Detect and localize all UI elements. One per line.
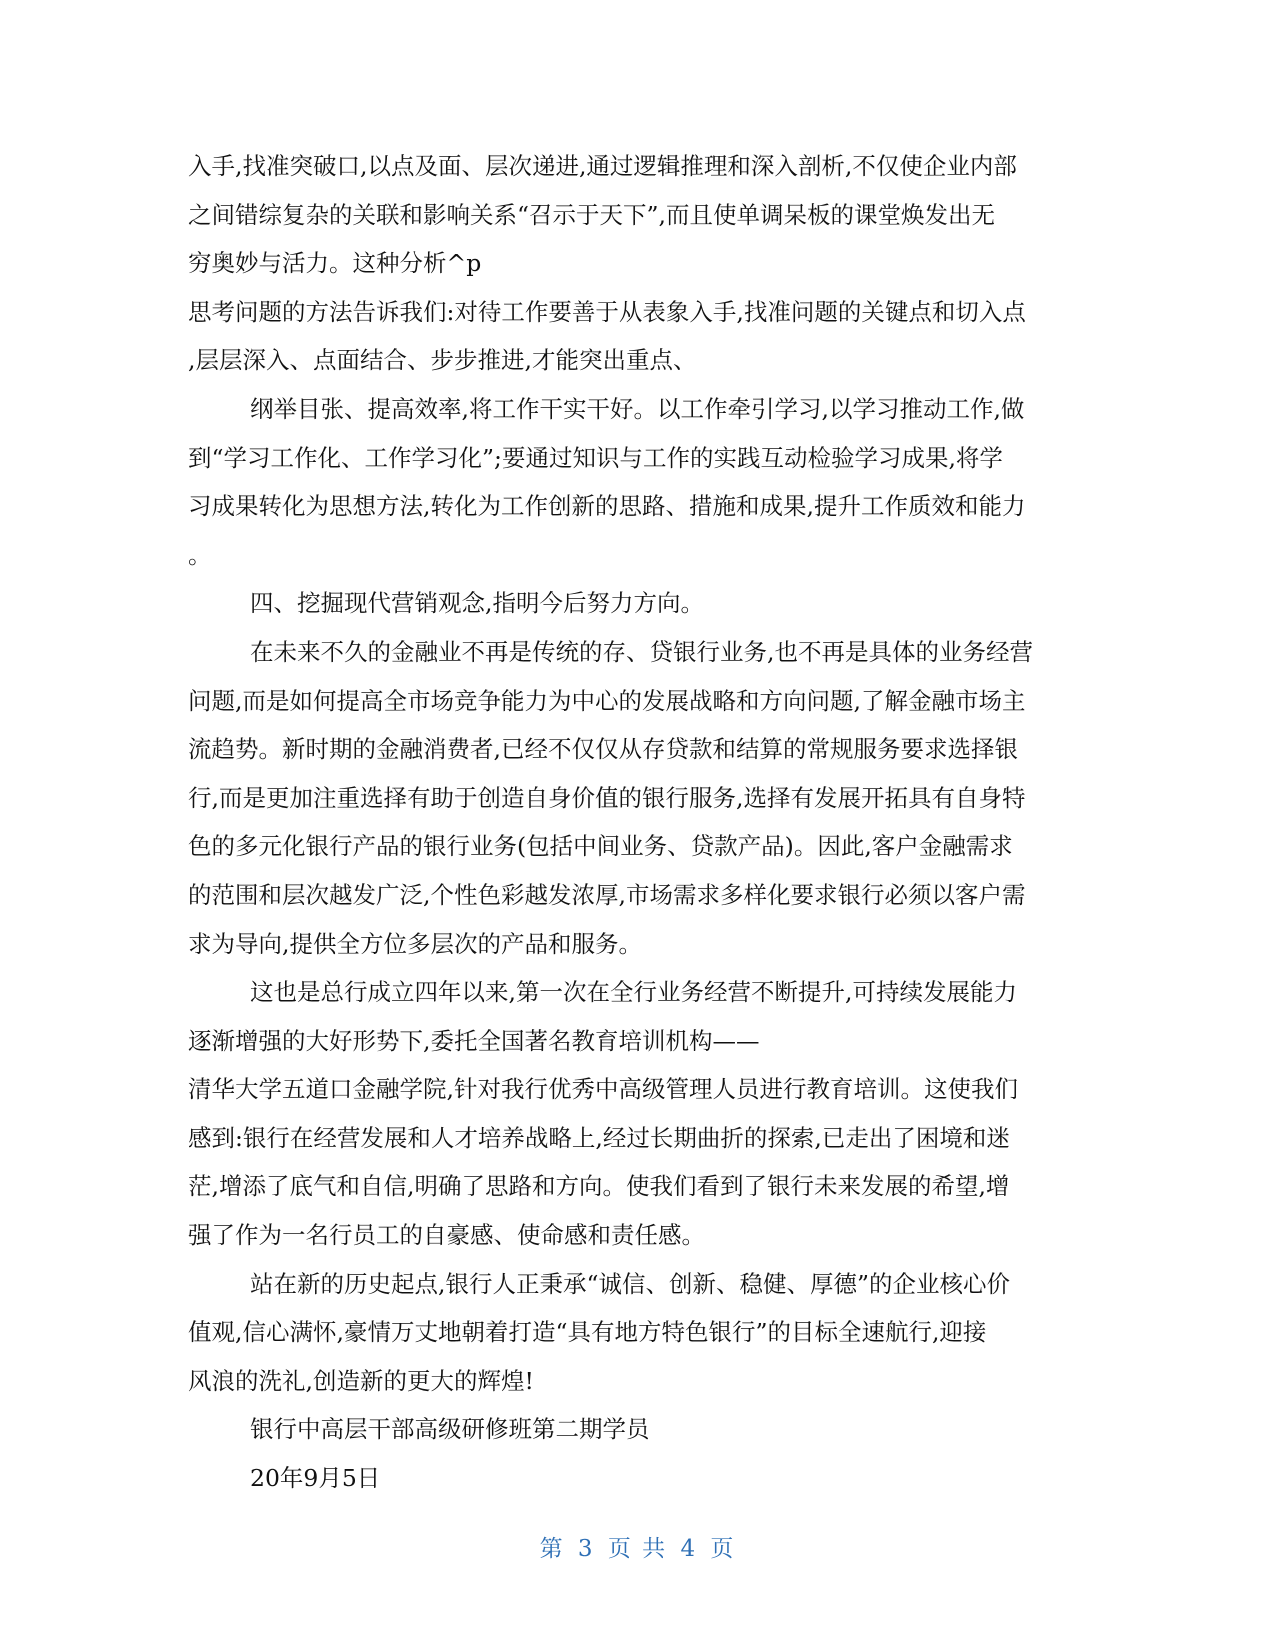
text-line: 清华大学五道口金融学院,针对我行优秀中高级管理人员进行教育培训。这使我们 xyxy=(188,1075,1018,1104)
text-line: 。 xyxy=(188,540,212,569)
text-line: 这也是总行成立四年以来,第一次在全行业务经营不断提升,可持续发展能力 xyxy=(250,978,1017,1007)
page-footer xyxy=(0,1530,1275,1563)
text-line: 穷奥妙与活力。这种分析^p xyxy=(188,249,482,278)
text-line: 值观,信心满怀,豪情万丈地朝着打造“具有地方特色银行”的目标全速航行,迎接 xyxy=(188,1318,987,1347)
text-line: 问题,而是如何提高全市场竞争能力为中心的发展战略和方向问题,了解金融市场主 xyxy=(188,686,1026,715)
text-line: 流趋势。新时期的金融消费者,已经不仅仅从存贷款和结算的常规服务要求选择银 xyxy=(188,735,1018,764)
text-line: 入手,找准突破口,以点及面、层次递进,通过逻辑推理和深入剖析,不仅使企业内部 xyxy=(188,152,1017,180)
text-line: 在未来不久的金融业不再是传统的存、贷银行业务,也不再是具体的业务经营 xyxy=(250,637,1033,666)
text-line: 思考问题的方法告诉我们:对待工作要善于从表象入手,找准问题的关键点和切入点 xyxy=(188,297,1026,326)
text-line: 之间错综复杂的关联和影响关系“召示于天下”,而且使单调呆板的课堂焕发出无 xyxy=(188,200,995,229)
text-line: 求为导向,提供全方位多层次的产品和服务。 xyxy=(188,929,642,958)
text-line: ,层层深入、点面结合、步步推进,才能突出重点、 xyxy=(188,346,697,375)
footer-middle: 页 共 xyxy=(607,1536,668,1562)
document-body xyxy=(188,142,1088,1503)
text-line: 逐渐增强的大好形势下,委托全国著名教育培训机构—— xyxy=(188,1026,760,1055)
text-line: 强了作为一名行员工的自豪感、使命感和责任感。 xyxy=(188,1221,705,1250)
text-line: 色的多元化银行产品的银行业务(包括中间业务、贷款产品)。因此,客户金融需求 xyxy=(188,832,1013,861)
current-page-number: 3 xyxy=(577,1536,595,1562)
text-line: 感到:银行在经营发展和人才培养战略上,经过长期曲折的探索,已走出了困境和迷 xyxy=(188,1123,1010,1152)
footer-suffix: 页 xyxy=(710,1536,736,1562)
total-page-count: 4 xyxy=(680,1536,698,1562)
text-line: 到“学习工作化、工作学习化”;要通过知识与工作的实践互动检验学习成果,将学 xyxy=(188,443,1003,472)
text-line: 站在新的历史起点,银行人正秉承“诚信、创新、稳健、厚德”的企业核心价 xyxy=(250,1269,1010,1298)
text-line: 习成果转化为思想方法,转化为工作创新的思路、措施和成果,提升工作质效和能力 xyxy=(188,492,1026,521)
text-line: 的范围和层次越发广泛,个性色彩越发浓厚,市场需求多样化要求银行必须以客户需 xyxy=(188,880,1026,909)
text-line: 茫,增添了底气和自信,明确了思路和方向。使我们看到了银行未来发展的希望,增 xyxy=(188,1172,1010,1201)
date-line: 20年9月5日 xyxy=(250,1464,381,1493)
text-line: 行,而是更加注重选择有助于创造自身价值的银行服务,选择有发展开拓具有自身特 xyxy=(188,783,1026,812)
footer-prefix: 第 xyxy=(539,1536,565,1562)
text-line: 纲举目张、提高效率,将工作干实干好。以工作牵引学习,以学习推动工作,做 xyxy=(250,394,1025,423)
signature-line: 银行中高层干部高级研修班第二期学员 xyxy=(250,1415,650,1444)
section-heading: 四、挖掘现代营销观念,指明今后努力方向。 xyxy=(250,589,704,618)
text-line: 风浪的洗礼,创造新的更大的辉煌! xyxy=(188,1366,534,1395)
